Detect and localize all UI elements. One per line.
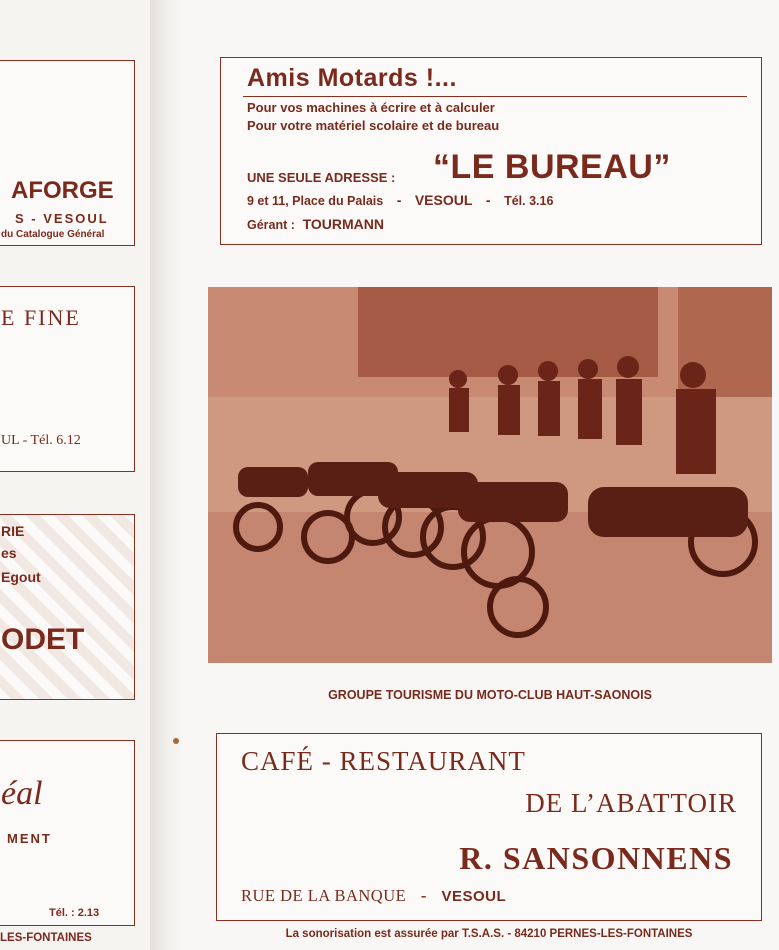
page-fold [150, 0, 180, 950]
ad-le-bureau-headline: Amis Motards !... [247, 64, 457, 92]
ad-le-bureau-line2: Pour votre matériel scolaire et de bureau [247, 118, 500, 133]
left-ad-odet-title: ODET [1, 623, 85, 656]
group-photo [208, 287, 772, 663]
street: 9 et 11, Place du Palais [247, 194, 384, 208]
left-ad-odet-line3: Egout [1, 569, 41, 585]
photo-caption: GROUPE TOURISME DU MOTO-CLUB HAUT-SAONOIS [328, 688, 652, 702]
cafe-line2: DE L’ABATTOIR [525, 788, 737, 818]
address-label: UNE SEULE ADRESSE : [247, 170, 396, 185]
city: VESOUL [414, 192, 473, 208]
left-ad-real [0, 740, 135, 926]
left-ad-real-line2: MENT [7, 831, 52, 846]
left-ad-odet-line2: es [1, 545, 17, 561]
left-ad-fine-title: E FINE [1, 305, 81, 330]
left-ad-odet-line1: RIE [1, 523, 25, 539]
manager-label: Gérant : [247, 218, 295, 232]
headline-rule [243, 96, 747, 97]
left-ad-laforge-city: S - VESOUL [15, 211, 109, 226]
left-page [0, 0, 150, 950]
address-line [247, 192, 553, 208]
left-ad-fine [0, 286, 135, 472]
manager-line [247, 216, 384, 232]
ad-le-bureau [220, 57, 762, 245]
separator: - [396, 192, 402, 208]
cafe-line1: CAFÉ - RESTAURANT [241, 746, 526, 776]
motorcycle-group-photo [208, 287, 772, 663]
ad-cafe-restaurant [216, 733, 762, 921]
separator: - [485, 192, 491, 208]
cafe-city: VESOUL [441, 888, 507, 905]
left-page-footer: LES-FONTAINES [0, 932, 92, 944]
cafe-address [241, 886, 506, 906]
owner-name: R. SANSONNENS [459, 840, 733, 876]
left-ad-laforge-note: du Catalogue Général [1, 229, 105, 240]
left-ad-odet [0, 514, 135, 700]
left-ad-real-phone: Tél. : 2.13 [49, 907, 100, 919]
page-footer: La sonorisation est assurée par T.S.A.S. - 84210 PERNES-LES-FONTAINES [285, 928, 693, 940]
cafe-street: RUE DE LA BANQUE [241, 886, 407, 905]
manager-name: TOURMANN [302, 216, 384, 232]
left-ad-laforge [0, 60, 135, 246]
brand-name: “LE BUREAU” [433, 148, 671, 186]
left-ad-real-title: éal [1, 775, 43, 812]
ad-le-bureau-line1: Pour vos machines à écrire et à calculer [247, 100, 495, 115]
phone: Tél. 3.16 [504, 194, 554, 208]
binding-staple [173, 738, 179, 744]
left-ad-laforge-title: AFORGE [11, 177, 114, 204]
left-ad-fine-phone: UL - Tél. 6.12 [1, 433, 81, 448]
separator: - [420, 886, 427, 905]
